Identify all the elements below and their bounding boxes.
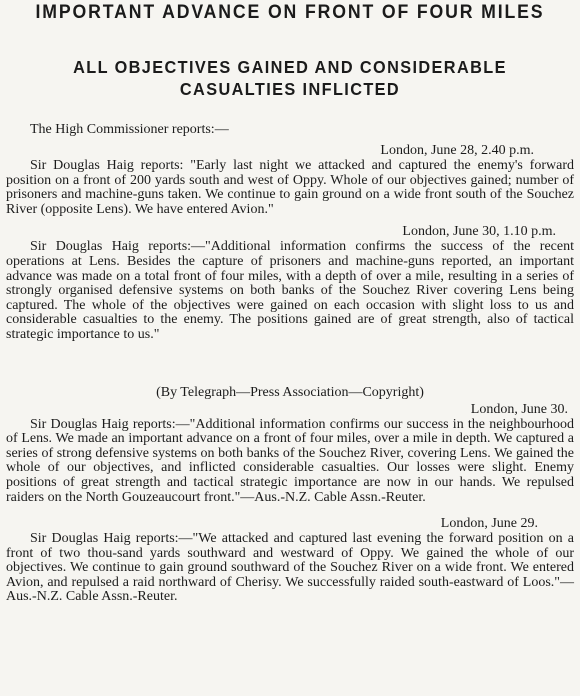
report-paragraph-2: Sir Douglas Haig reports:—"Additional information confirms the success of the recent operations at Lens. Besides the capture of prisoners and machine-guns reported, an important advance was made on a total front of four miles, with a depth of over a mile, resulting in a series of strongly organised defensive systems on both banks of the Souchez River covering Lens being captured. The whole of the objectives were gained on each occasion with slight loss to us and considerable casualties to the enemy. The positions gained are of great strength, also of tactical strategic importance to us." xyxy=(6,239,574,342)
report-paragraph-3: Sir Douglas Haig reports:—"Additional information confirms our success in the neighbourhood of Lens. We made an important advance on a front of four miles, over a mile in depth. We captured a series of strong defensive systems on both banks of the Souchez River, covering Lens. We gained the whole of our objectives, and inflicted considerable casualties. Our losses were slight. Enemy positions of great strength and tactical strategic importance are now in our hands. We repulsed raiders on the North Gouzeaucourt front."—Aus.-N.Z. Cable Assn.-Reuter. xyxy=(6,416,574,505)
article-subheadline xyxy=(26,56,554,100)
report-paragraph-4: Sir Douglas Haig reports:—"We attacked and captured last evening the forward position on a front of two thou-sand yards southward and westward of Oppy. We gained the whole of our objectives. We continue to gain ground southward of the Souchez River on a wide front. We entered Avion, and repulsed a raid northward of Cherisy. We successfully raided south-eastward of Loos."—Aus.-N.Z. Cable Assn.-Reuter. xyxy=(6,531,574,605)
telegraph-credit-line: (By Telegraph—Press Association—Copyright) xyxy=(156,384,424,400)
report-paragraph-1: Sir Douglas Haig reports: "Early last night we attacked and captured the enemy's forward position on a front of 200 yards south and west of Oppy. Whole of our objectives gained; number of prisoners and machine-guns taken. We continue to gain ground on a wide front south of the Souchez River (opposite Lens). We have entered Avion." xyxy=(6,158,574,217)
intro-line: The High Commissioner reports:— xyxy=(30,122,229,137)
subheadline-line-2: CASUALTIES INFLICTED xyxy=(179,79,401,99)
dateline-2: London, June 30, 1.10 p.m. xyxy=(402,224,556,240)
newspaper-article xyxy=(0,2,580,696)
subheadline-line-1: ALL OBJECTIVES GAINED AND CONSIDERABLE xyxy=(73,57,507,77)
dateline-1: London, June 28, 2.40 p.m. xyxy=(380,143,534,158)
dateline-3: London, June 30. xyxy=(470,401,568,417)
article-headline: IMPORTANT ADVANCE ON FRONT OF FOUR MILES xyxy=(35,2,545,23)
dateline-4: London, June 29. xyxy=(440,516,538,532)
